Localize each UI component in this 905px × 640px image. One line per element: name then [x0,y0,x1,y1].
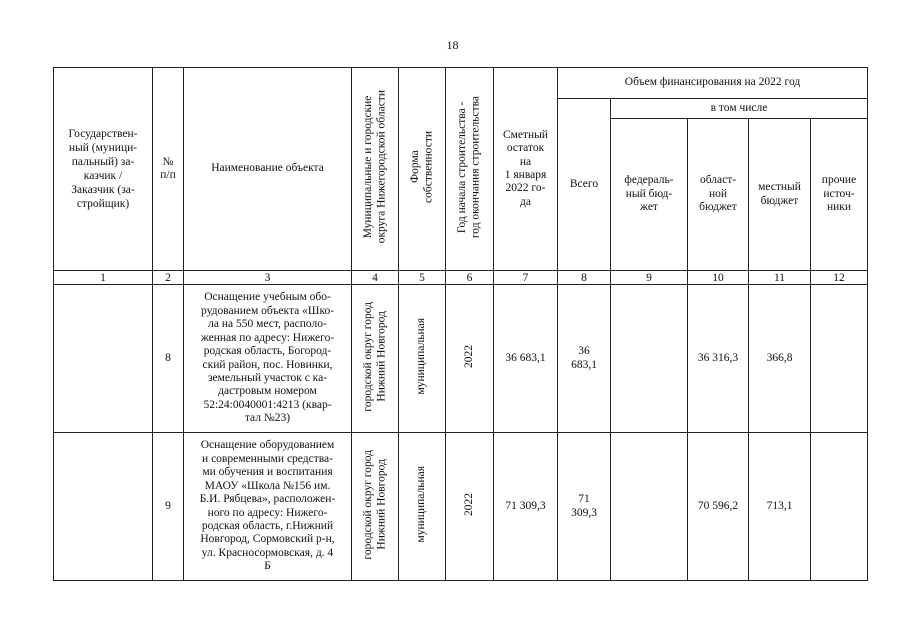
cell-total-text: 71 309,3 [571,493,597,519]
header-object-name-label: Наименование объекта [211,162,324,175]
header-financing-group-label: Объем финансирования на 2022 год [624,76,801,89]
header-years [446,68,494,271]
cell-years [446,285,494,433]
header-including [611,99,868,119]
cell-other [811,285,868,433]
header-including-label: в том числе [710,101,768,114]
table-row [54,433,868,581]
cell-ownership [399,433,446,581]
cell-local: 713,1 [749,433,811,581]
cell-municipality [352,433,399,581]
header-municipality-label: Муниципальные и городские округа Нижегородской области [361,90,387,244]
cell-object-name [184,285,352,433]
financing-table [53,67,868,581]
cell-total [558,433,611,581]
cell-ownership [399,285,446,433]
col-number: 10 [688,271,749,285]
cell-balance: 36 683,1 [494,285,558,433]
header-other-label: прочие источ- ники [821,174,857,214]
header-financing-group [558,68,868,99]
header-estimated-balance-label: Сметный остаток на 1 января 2022 го- да [502,128,549,208]
header-total-label: Всего [569,177,599,190]
header-federal-label: федераль- ный бюд- жет [624,174,674,214]
col-number: 1 [54,271,153,285]
cell-federal [611,285,688,433]
header-object-name [184,68,352,271]
cell-ownership-text: муниципальная [415,318,428,395]
header-municipality [352,68,399,271]
cell-customer [54,285,153,433]
header-ownership [399,68,446,271]
cell-ownership-text: муниципальная [415,466,428,543]
cell-row-no: 9 [153,433,184,581]
cell-years-text: 2022 [462,344,475,368]
header-row-no [153,68,184,271]
col-number: 6 [446,271,494,285]
col-number: 3 [184,271,352,285]
cell-years-text: 2022 [462,492,475,516]
header-other [811,119,868,271]
cell-total [558,285,611,433]
cell-local: 366,8 [749,285,811,433]
page-number: 18 [446,38,459,52]
header-ownership-label: Форма собственности [408,130,434,203]
cell-federal [611,433,688,581]
col-number: 12 [811,271,868,285]
header-estimated-balance [494,68,558,271]
header-years-label: Год начала строительства - год окончания строительства [456,95,482,238]
table-row [54,285,868,433]
col-number: 4 [352,271,399,285]
cell-municipality [352,285,399,433]
col-number: 11 [749,271,811,285]
cell-object-name-text: Оснащение учебным обо- рудованием объекта «Шко- ла на 550 мест, располо- женная по адресу: Нижего- родская область, Богород- ский район, пос. Новинки, земельный участок с ка- дастровым номером 52:24:0040001:4213 (квар- тал №23) [200,291,335,425]
cell-object-name-text: Оснащение оборудованием и современными средства- ми обучения и воспитания МАОУ «Школа №156 им. Б.И. Рябцева», расположен- ного по адресу: Нижего- родская область, г.Нижний Новгород, Сормовский р-н, ул. Красносормовская, д. 4 Б [199,439,336,573]
cell-balance: 71 309,3 [494,433,558,581]
cell-regional: 70 596,2 [688,433,749,581]
header-local [749,119,811,271]
cell-regional: 36 316,3 [688,285,749,433]
header-row-no-label: № п/п [160,155,176,181]
col-number: 9 [611,271,688,285]
header-customer-label: Государствен- ный (муници- пальный) за- казчик / Заказчик (за- стройщик) [68,128,138,210]
col-number: 2 [153,271,184,285]
header-federal [611,119,688,271]
column-number-row [54,271,868,285]
header-regional [688,119,749,271]
header-customer [54,68,153,271]
cell-municipality-text: городской округ город Нижний Новгород [361,301,387,412]
cell-municipality-text: городской округ город Нижний Новгород [361,449,387,560]
cell-years [446,433,494,581]
col-number: 8 [558,271,611,285]
header-regional-label: област- ной бюджет [699,174,737,214]
cell-row-no: 8 [153,285,184,433]
col-number: 7 [494,271,558,285]
header-local-label: местный бюджет [758,181,801,207]
header-total [558,99,611,271]
cell-other [811,433,868,581]
cell-total-text: 36 683,1 [571,345,597,371]
cell-object-name [184,433,352,581]
cell-customer [54,433,153,581]
col-number: 5 [399,271,446,285]
